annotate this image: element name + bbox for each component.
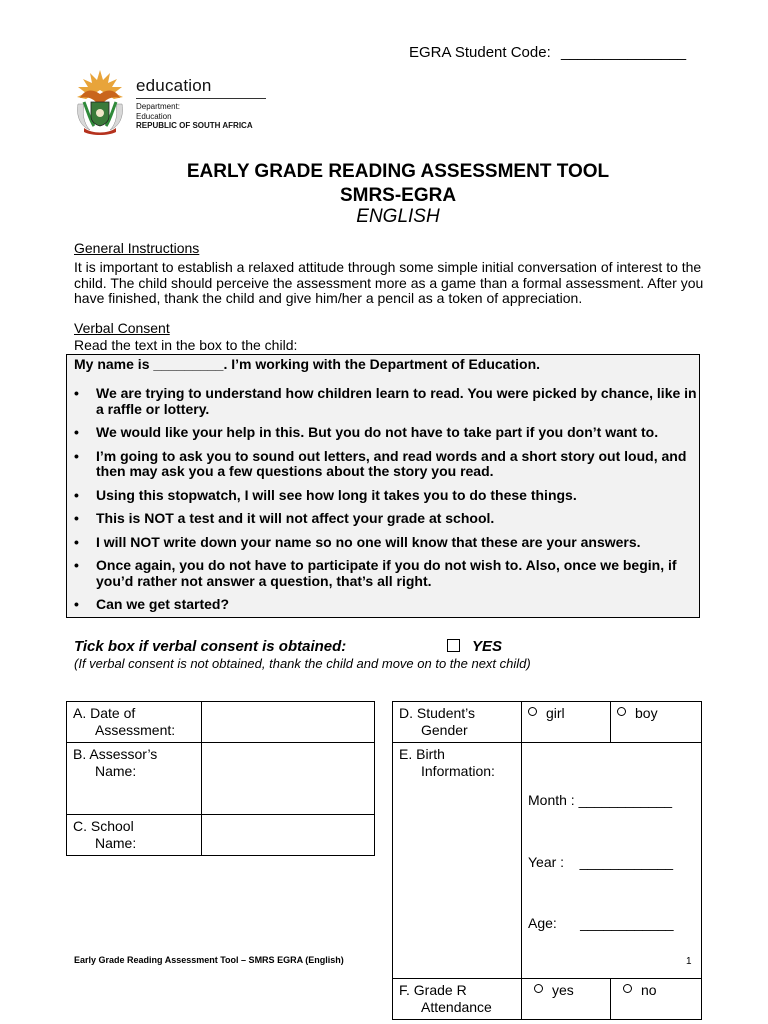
girl-label: girl — [546, 705, 565, 721]
verbal-consent-instruction: Read the text in the box to the child: — [74, 337, 298, 353]
no-radio-icon[interactable] — [623, 984, 632, 993]
date-of-assessment-field[interactable] — [202, 702, 375, 743]
grade-r-yes-label: yes — [552, 981, 574, 998]
yes-radio-icon[interactable] — [534, 984, 543, 993]
assessor-label-cell — [67, 743, 202, 815]
gender-label-line2: Gender — [421, 722, 468, 738]
logo-line-department: Department: — [136, 102, 181, 111]
grade-r-label-cell — [393, 978, 522, 1019]
boy-label: boy — [635, 705, 658, 721]
gender-option-boy[interactable] — [611, 702, 702, 743]
document-subtitle: SMRS-EGRA — [339, 185, 457, 206]
birth-month-field[interactable]: Month : ____________ — [528, 792, 673, 808]
student-code-blank[interactable]: _______________ — [560, 44, 687, 61]
assessor-letter: B. — [73, 746, 87, 762]
logo-education-word: education — [136, 76, 212, 95]
assessment-info-table — [66, 701, 375, 856]
date-label-cell — [67, 702, 202, 743]
consent-bullet: • Can we get started? — [74, 597, 698, 613]
assessor-name-field[interactable] — [202, 743, 375, 815]
logo-department-text — [136, 102, 253, 131]
birth-info-fields[interactable] — [522, 743, 702, 979]
gender-letter: D. — [399, 705, 413, 721]
gender-label-line1: Student’s — [416, 705, 476, 721]
grade-r-label-line1: Grade R — [413, 981, 467, 998]
school-label-cell — [67, 815, 202, 856]
birth-letter: E. — [399, 746, 413, 762]
birth-label-line1: Birth — [416, 746, 445, 762]
school-label-line1: School — [90, 818, 134, 834]
consent-bullet: • We are trying to understand how children learn to read. You were picked by chance, like in a raffle or lottery. — [74, 386, 698, 417]
date-letter: A. — [73, 705, 87, 721]
consent-bullet-list — [74, 386, 698, 621]
logo-line-republic: REPUBLIC OF SOUTH AFRICA — [136, 121, 253, 130]
girl-radio-icon[interactable] — [528, 707, 537, 716]
school-letter: C. — [73, 818, 87, 834]
boy-radio-icon[interactable] — [617, 707, 626, 716]
general-instructions-text: It is important to establish a relaxed attitude through some simple initial conversation of interest to the child. The child should perceive the assessment more as a game than a formal assessment. After you have finished, thank the child and give him/her a pencil as a token of appreciation. — [74, 259, 704, 306]
gender-option-girl[interactable] — [522, 702, 611, 743]
consent-checkbox[interactable] — [447, 639, 460, 652]
gender-label-cell — [393, 702, 522, 743]
birth-year-field[interactable]: Year : ____________ — [528, 853, 674, 870]
school-label-line2: Name: — [95, 835, 137, 851]
consent-intro: My name is _________. I’m working with the Department of Education. — [74, 356, 541, 372]
consent-bullet: • Once again, you do not have to participate if you do not wish to. Also, once we begin, if you’d rather not answer a question, that’s all right. — [74, 558, 698, 589]
consent-bullet: • I will NOT write down your name so no one will know that these are your answers. — [74, 535, 698, 551]
grade-r-option-no[interactable] — [611, 978, 702, 1019]
birth-label-line2: Information: — [421, 763, 495, 779]
student-code-line — [409, 44, 686, 61]
consent-bullet: • We would like your help in this. But you do not have to take part if you don’t want to. — [74, 425, 698, 441]
grade-r-no-label: no — [641, 981, 657, 998]
consent-bullet: • Using this stopwatch, I will see how long it takes you to do these things. — [74, 488, 698, 504]
student-code-label: EGRA Student Code: — [409, 44, 551, 61]
birth-label-cell — [393, 743, 522, 979]
verbal-consent-heading: Verbal Consent — [74, 320, 170, 336]
coat-of-arms-icon — [70, 68, 130, 136]
date-label-line2: Assessment: — [95, 722, 176, 738]
consent-tick-label: Tick box if verbal consent is obtained: — [74, 638, 347, 655]
birth-age-field[interactable]: Age: ____________ — [528, 915, 674, 931]
grade-r-letter: F. — [399, 981, 410, 998]
page-number: 1 — [686, 956, 692, 967]
document-language: ENGLISH — [356, 206, 440, 227]
consent-bullet: • I’m going to ask you to sound out letters, and read words and a short story out loud, and then may ask you a few questions about the story you read. — [74, 449, 698, 480]
assessor-label-line2: Name: — [95, 763, 137, 779]
grade-r-option-yes[interactable] — [522, 978, 611, 1019]
document-title: EARLY GRADE READING ASSESSMENT TOOL — [186, 161, 610, 182]
consent-yes-label: YES — [472, 638, 503, 655]
school-name-field[interactable] — [202, 815, 375, 856]
consent-note: (If verbal consent is not obtained, thank the child and move on to the next child) — [74, 656, 531, 671]
grade-r-label-line2: Attendance — [421, 998, 492, 1015]
logo-line-education: Education — [136, 111, 172, 121]
general-instructions-heading: General Instructions — [74, 240, 200, 256]
footer-text: Early Grade Reading Assessment Tool – SMRS EGRA (English) — [74, 955, 344, 965]
consent-bullet: • This is NOT a test and it will not affect your grade at school. — [74, 511, 698, 527]
assessor-label-line1: Assessor’s — [89, 746, 158, 762]
date-label-line1: Date of — [90, 705, 136, 721]
student-info-table — [392, 701, 702, 1020]
logo-rule — [136, 98, 266, 99]
